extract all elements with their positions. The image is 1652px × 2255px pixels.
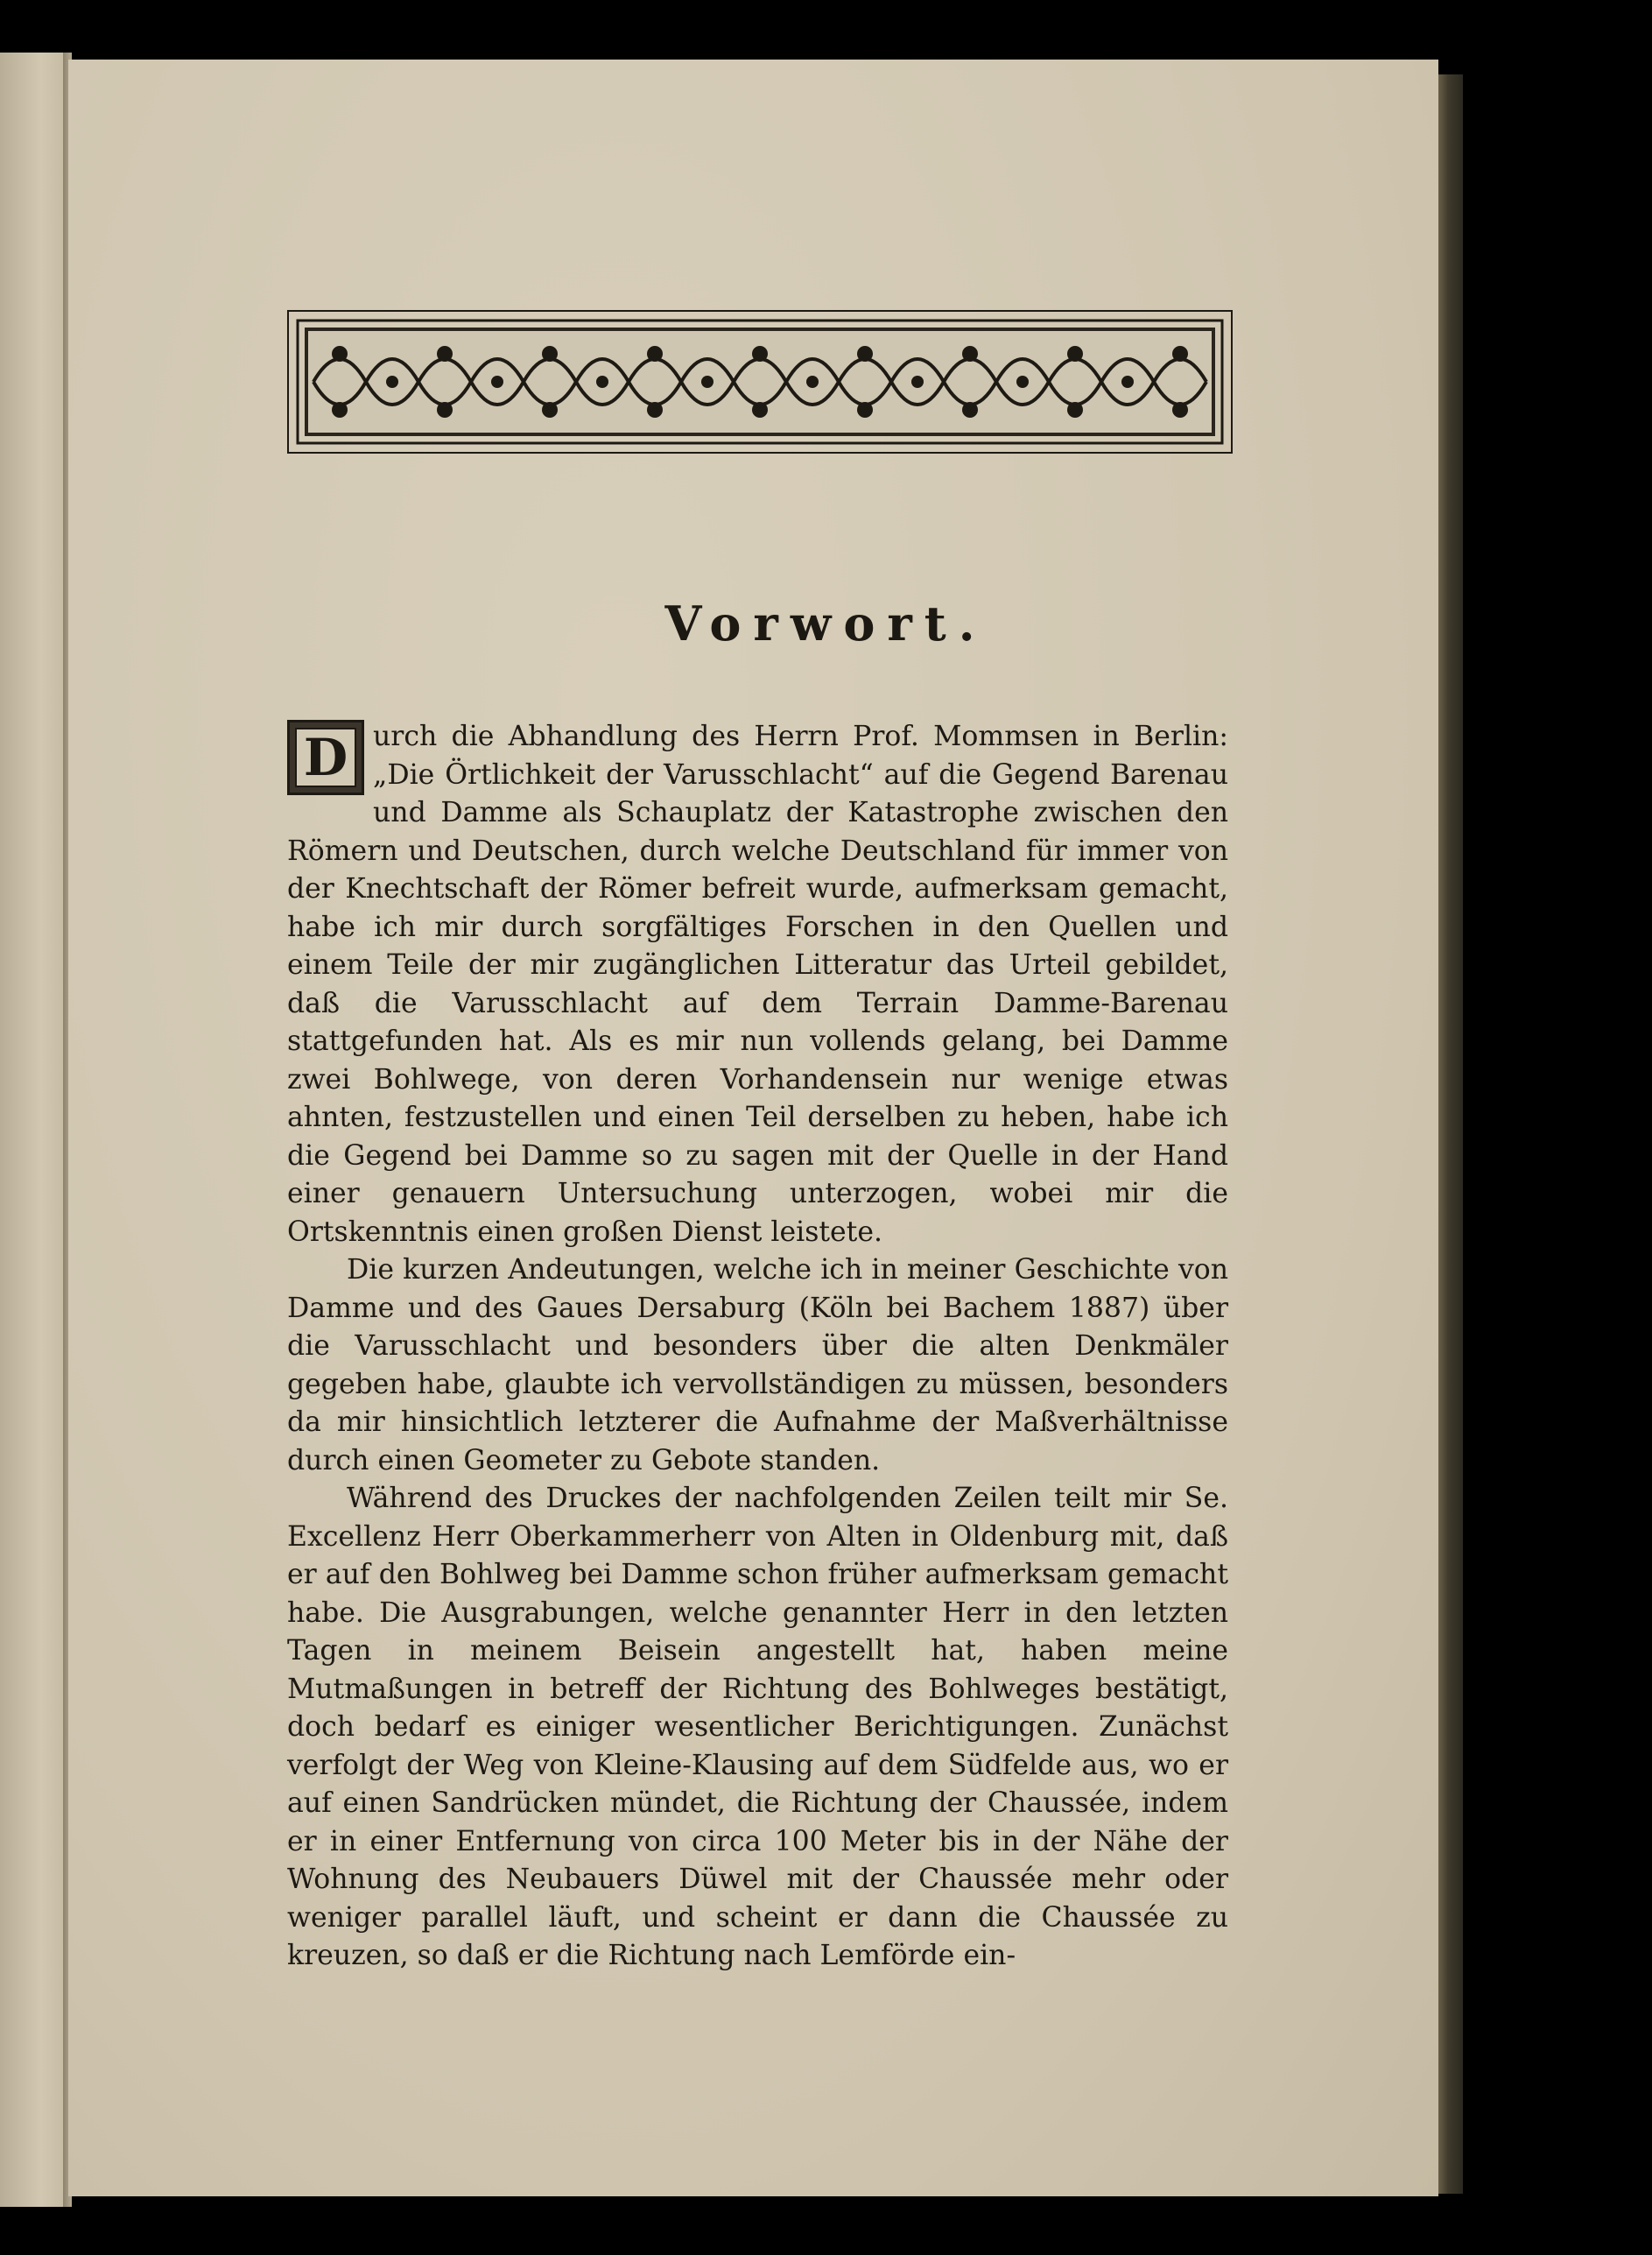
- left-page-edge: [0, 53, 68, 2207]
- book-spine: [1438, 74, 1463, 2194]
- drop-cap: D: [287, 720, 364, 795]
- paragraph-1: D urch die Abhandlung des Herrn Prof. Mommsen in Berlin: „Die Örtlichkeit der Varusschlacht“ auf die Gegend Barenau und Damme als Schauplatz der Katastrophe zwischen den Römern und Deutschen, durch welche Deutschland für immer von der Knechtschaft der Römer befreit wurde, aufmerksam gemacht, habe ich mir durch sorgfältiges Forschen in den Quellen und einem Teile der mir zugänglichen Litteratur das Urteil gebildet, daß die Varusschlacht auf dem Terrain Damme-Barenau stattgefunden hat. Als es mir nun vollends gelang, bei Damme zwei Bohlwege, von deren Vorhandensein nur wenige etwas ahnten, festzustellen und einen Teil derselben zu heben, habe ich die Gegend bei Damme so zu sagen mit der Quelle in der Hand einer genauern Untersuchung unterzogen, wobei mir die Ortskenntnis einen großen Dienst leistete.: [287, 721, 1228, 1248]
- page-title: Vorwort.: [664, 595, 988, 652]
- body-text: [287, 718, 1228, 1976]
- paragraph-3: Während des Druckes der nachfolgenden Zeilen teilt mir Se. Excellenz Herr Oberkammerherr von Alten in Oldenburg mit, daß er auf den Bohlweg bei Damme schon früher aufmerksam gemacht habe. Die Ausgrabungen, welche genannter Herr in den letzten Tagen in meinem Beisein angestellt hat, haben meine Mutmaßungen in betreff der Richtung des Bohlweges bestätigt, doch bedarf es einiger wesentlicher Berichtigungen. Zunächst verfolgt der Weg von Kleine-Klausing auf dem Südfelde aus, wo er auf einen Sandrücken mündet, die Richtung der Chaussée, indem er in einer Entfernung von circa 100 Meter bis in der Nähe der Wohnung des Neubauers Düwel mit der Chaussée mehr oder weniger parallel läuft, und scheint er dann die Chaussée zu kreuzen, so daß er die Richtung nach Lemförde ein-: [287, 1483, 1228, 1971]
- ornamental-header-band: [287, 310, 1233, 454]
- paragraph-2: Die kurzen Andeutungen, welche ich in meiner Geschichte von Damme und des Gaues Dersaburg (Köln bei Bachem 1887) über die Varusschlacht und besonders über die alten Denkmäler gegeben habe, glaubte ich vervollständigen zu müssen, besonders da mir hinsichtlich letzterer die Aufnahme der Maßverhältnisse durch einen Geometer zu Gebote standen.: [287, 1254, 1228, 1476]
